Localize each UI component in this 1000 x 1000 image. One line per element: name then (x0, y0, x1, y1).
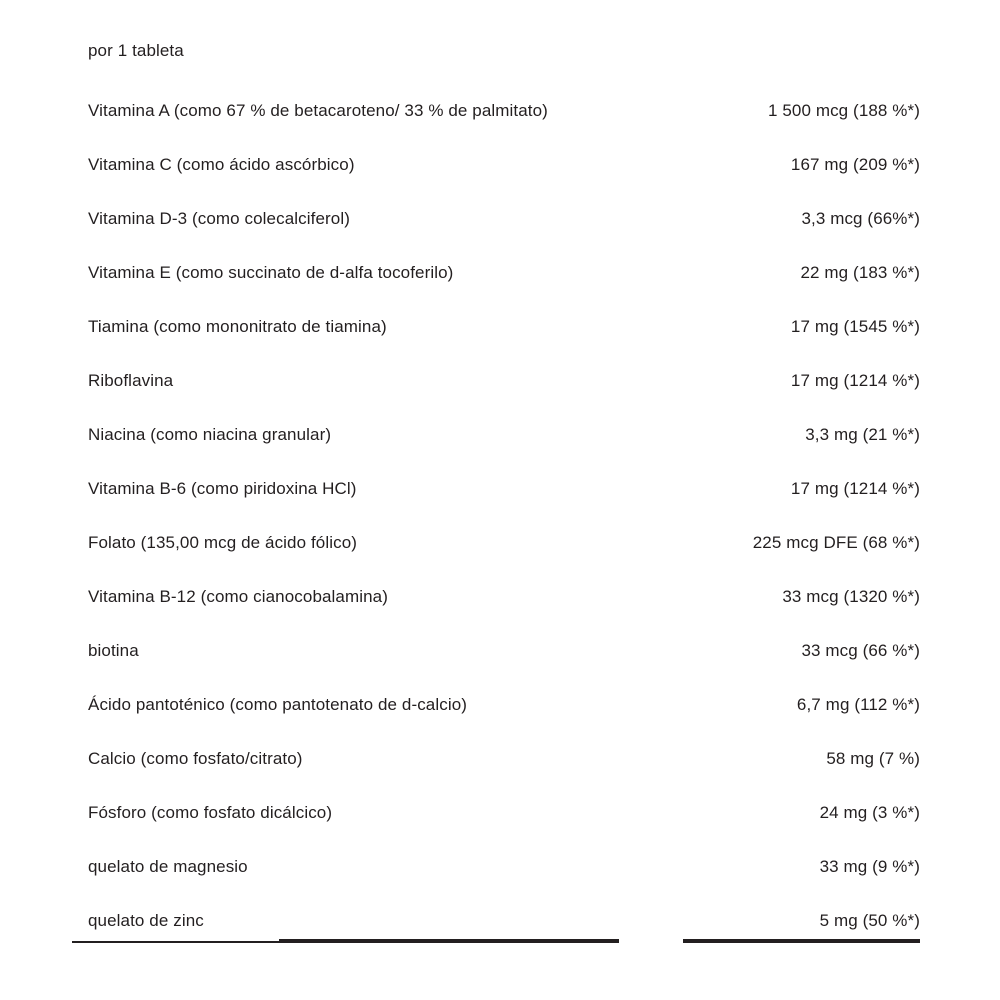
nutrient-name: Vitamina E (como succinato de d-alfa tocoferilo) (88, 263, 454, 282)
table-row (88, 624, 920, 678)
table-row (88, 462, 920, 516)
table-row (88, 354, 920, 408)
nutrient-amount: 17 mg (1214 %*) (790, 371, 920, 390)
nutrient-amount: 58 mg (7 %) (826, 749, 920, 768)
nutrient-amount: 5 mg (50 %*) (819, 911, 920, 930)
nutrient-name: quelato de magnesio (88, 857, 248, 876)
table-row (88, 192, 920, 246)
nutrient-name: Vitamina B-6 (como piridoxina HCl) (88, 479, 357, 498)
nutrient-name: Fósforo (como fosfato dicálcico) (88, 803, 333, 822)
supplement-facts-panel (88, 40, 920, 948)
nutrient-amount: 24 mg (3 %*) (819, 803, 920, 822)
nutrient-amount: 33 mcg (66 %*) (801, 641, 920, 660)
nutrient-name: biotina (88, 641, 139, 660)
nutrient-name: Niacina (como niacina granular) (88, 425, 332, 444)
nutrient-amount: 167 mg (209 %*) (790, 155, 920, 174)
table-row (88, 786, 920, 840)
table-row (88, 84, 920, 138)
nutrient-amount: 225 mcg DFE (68 %*) (752, 533, 920, 552)
nutrient-amount: 3,3 mcg (66%*) (801, 209, 920, 228)
nutrient-name: Riboflavina (88, 371, 174, 390)
nutrient-table (88, 84, 920, 948)
nutrient-amount: 6,7 mg (112 %*) (796, 695, 920, 714)
nutrient-name: Calcio (como fosfato/citrato) (88, 749, 303, 768)
nutrient-amount: 22 mg (183 %*) (800, 263, 920, 282)
nutrient-amount: 33 mg (9 %*) (819, 857, 920, 876)
table-row (88, 516, 920, 570)
nutrient-name: Folato (135,00 mcg de ácido fólico) (88, 533, 358, 552)
nutrient-name: Vitamina B-12 (como cianocobalamina) (88, 587, 388, 606)
serving-size-label: por 1 tableta (88, 41, 184, 60)
nutrient-amount: 1 500 mcg (188 %*) (767, 101, 920, 120)
nutrient-amount: 17 mg (1214 %*) (790, 479, 920, 498)
nutrient-amount: 3,3 mg (21 %*) (805, 425, 920, 444)
table-row (88, 246, 920, 300)
table-row (88, 678, 920, 732)
table-row (88, 138, 920, 192)
nutrient-amount: 17 mg (1545 %*) (790, 317, 920, 336)
nutrient-name: quelato de zinc (88, 911, 204, 930)
nutrient-amount: 33 mcg (1320 %*) (782, 587, 920, 606)
divider-right (683, 939, 920, 943)
table-row (88, 732, 920, 786)
table-row (88, 300, 920, 354)
nutrient-name: Ácido pantoténico (como pantotenato de d-calcio) (88, 695, 468, 714)
nutrient-name: Vitamina A (como 67 % de betacaroteno/ 33 % de palmitato) (88, 101, 548, 120)
nutrient-name: Vitamina D-3 (como colecalciferol) (88, 209, 350, 228)
nutrient-name: Tiamina (como mononitrato de tiamina) (88, 317, 387, 336)
nutrient-name: Vitamina C (como ácido ascórbico) (88, 155, 355, 174)
footer-divider-group (72, 938, 920, 946)
divider-middle (279, 939, 619, 943)
nutrient-table-body (88, 84, 920, 948)
table-row (88, 840, 920, 894)
divider-left (72, 941, 279, 943)
table-row (88, 570, 920, 624)
table-row (88, 408, 920, 462)
